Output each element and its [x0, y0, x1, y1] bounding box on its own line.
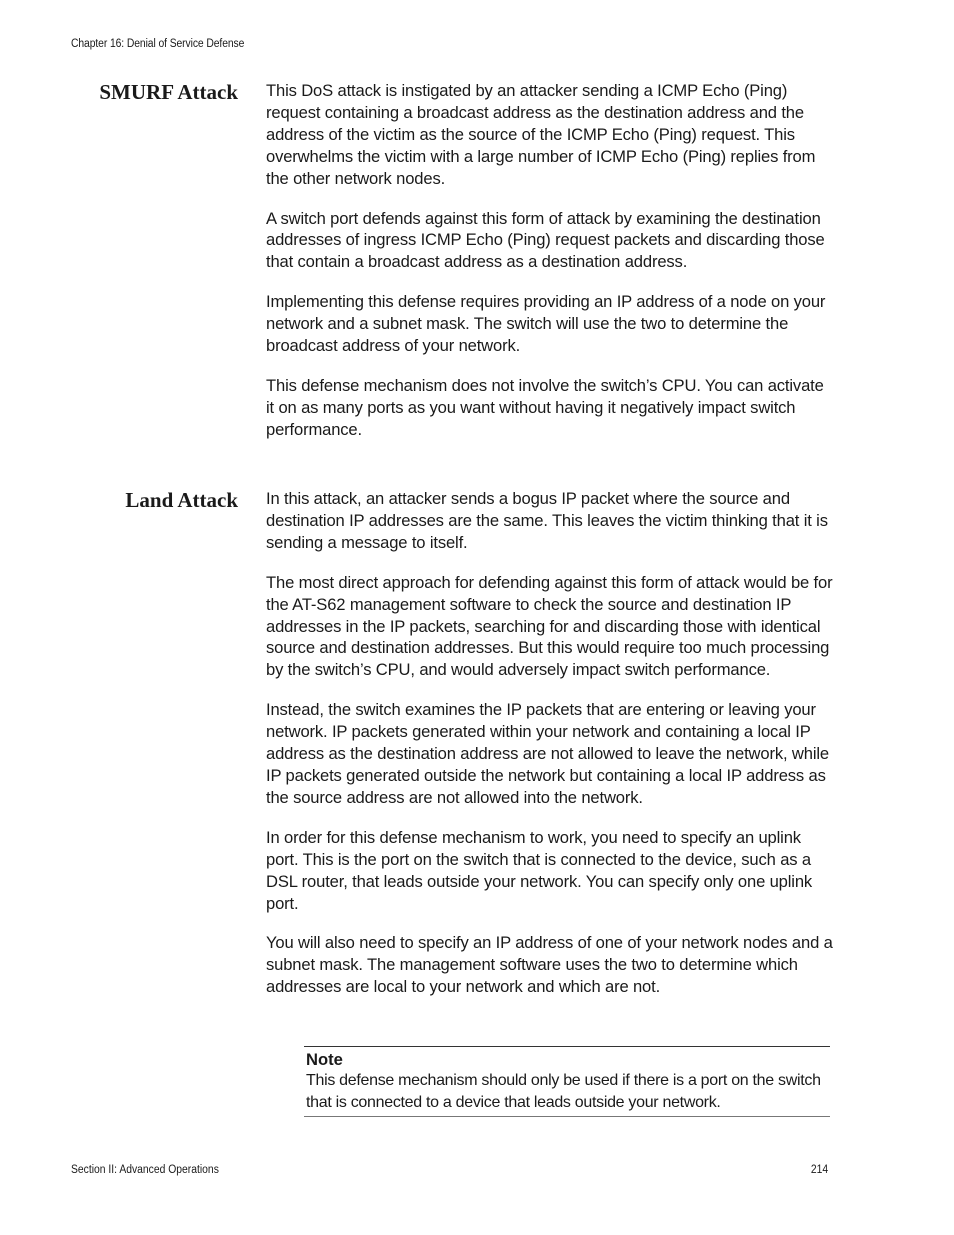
note-title: Note [306, 1050, 343, 1069]
note-box [304, 1046, 830, 1117]
section-body [266, 488, 834, 1016]
section-heading: SMURF Attack [99, 80, 238, 104]
paragraph: This defense mechanism does not involve the switch’s CPU. You can activate it on as many ports as you want without having it negatively impact switch performance. [266, 375, 824, 439]
paragraph: Instead, the switch examines the IP packets that are entering or leaving your network. IP packets generated within your network and containing a local IP address as the destination address are not allowed to leave the network, while IP packets generated outside the network but containing a local IP address as the source address are not allowed into the network. [266, 700, 829, 807]
paragraph: You will also need to specify an IP address of one of your network nodes and a subnet mask. The management software uses the two to determine which addresses are local to your network and which are not. [266, 933, 833, 997]
page-number: 214 [810, 1164, 828, 1176]
paragraph: In order for this defense mechanism to work, you need to specify an uplink port. This is the port on the switch that is connected to the device, such as a DSL router, that leads outside your network. You can specify only one uplink port. [266, 827, 813, 913]
paragraph: In this attack, an attacker sends a bogus IP packet where the source and destination IP addresses are the same. This leaves the victim thinking that it is sending a message to itself. [266, 489, 828, 552]
section-heading: Land Attack [125, 488, 238, 512]
paragraph: Implementing this defense requires providing an IP address of a node on your network and a subnet mask. The switch will use the two to determine the broadcast address of your network. [266, 292, 826, 356]
paragraph: This DoS attack is instigated by an attacker sending a ICMP Echo (Ping) request containing a broadcast address as the destination address and the address of the victim as the source of the ICMP Echo (Ping) request. This overwhelms the victim with a large number of ICMP Echo (Ping) replies from the other network nodes. [266, 81, 816, 188]
footer-section-label: Section II: Advanced Operations [71, 1164, 219, 1176]
section-body [266, 80, 834, 459]
paragraph: A switch port defends against this form of attack by examining the destination addresses of ingress ICMP Echo (Ping) request packets and discarding those that contain a broadcast address as a destination address. [266, 208, 825, 272]
running-head: Chapter 16: Denial of Service Defense [71, 38, 245, 50]
paragraph: The most direct approach for defending against this form of attack would be for the AT-S62 management software to check the source and destination IP addresses in the IP packets, searching for and discarding those with identical source and destination addresses. But this would require too much processing by the switch’s CPU, and would adversely impact switch performance. [266, 572, 833, 680]
note-text: This defense mechanism should only be used if there is a port on the switch that is connected to a device that leads outside your network. [306, 1072, 821, 1111]
